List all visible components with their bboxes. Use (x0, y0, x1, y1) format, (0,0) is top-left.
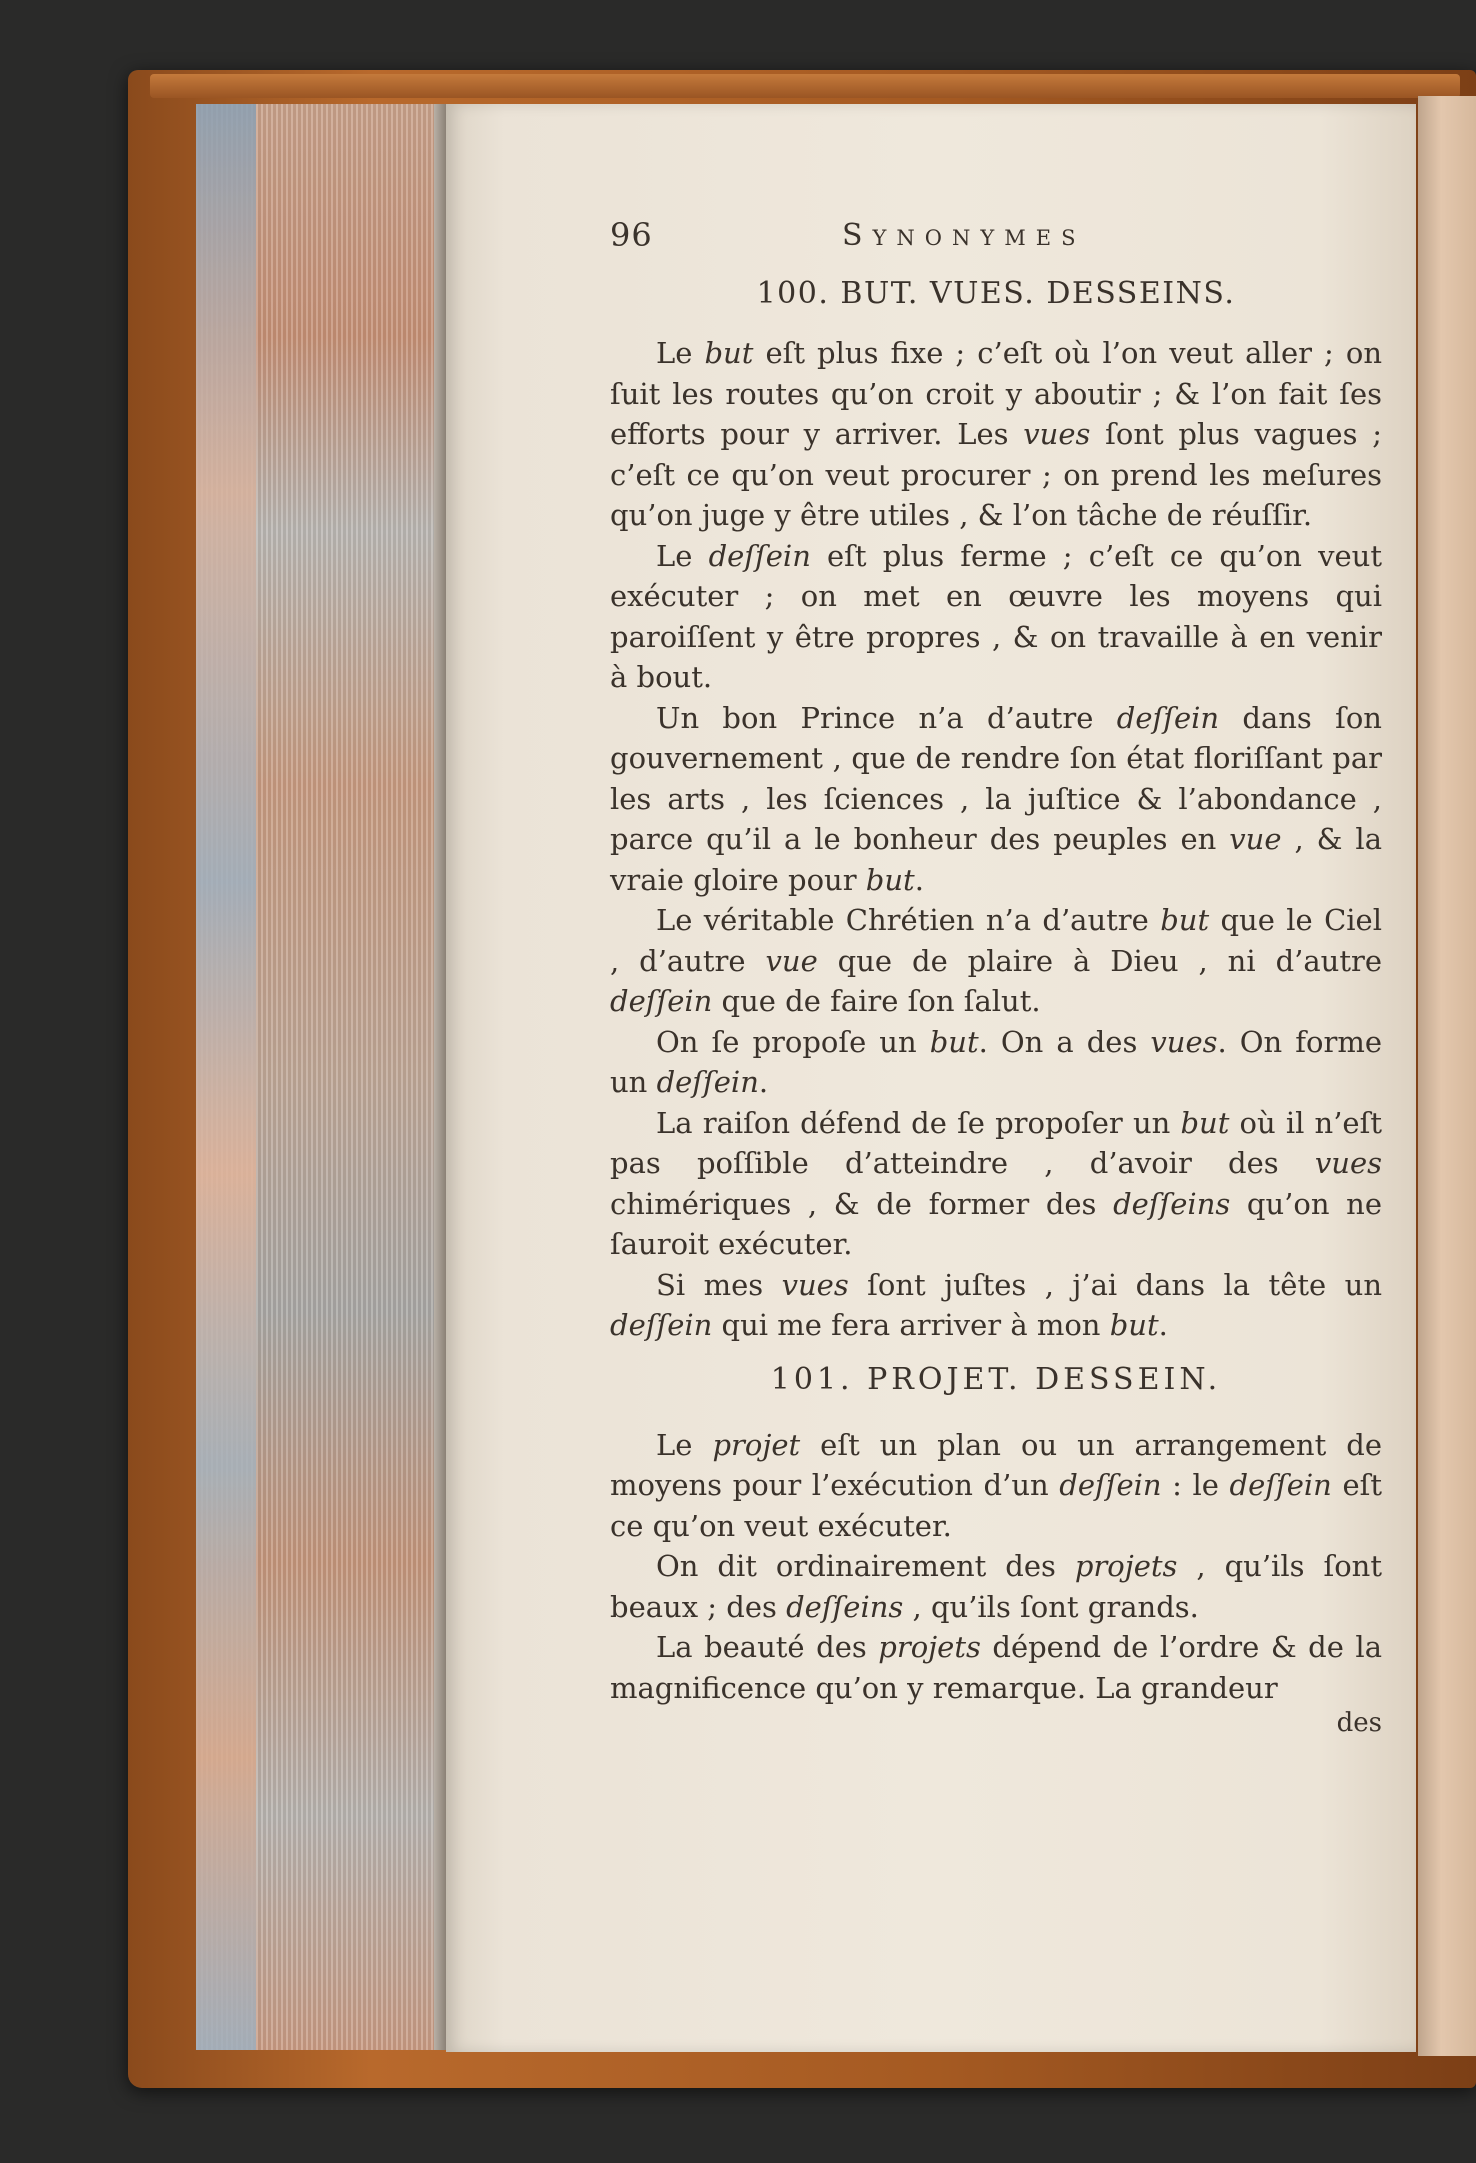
page-header (610, 216, 1382, 264)
italic-term: vues (1314, 1146, 1382, 1180)
text-run: Le (656, 1427, 713, 1462)
text-run: . (1158, 1308, 1168, 1342)
text-run: qui me fera arriver à mon (712, 1308, 1110, 1342)
text-run: eſt un plan ou un arrangement de moyens pour l’exécution d’un (610, 1427, 1382, 1502)
italic-term: deſſein (1116, 700, 1220, 735)
text-run: Si mes (656, 1267, 782, 1302)
text-run: qu’on ne ſauroit exécuter. (610, 1186, 1382, 1261)
italic-term: but (1160, 903, 1210, 937)
text-run: eſt plus fixe ; c’eſt où l’on veut aller ; on ſuit les routes qu’on croit y aboutir ; & l’on fait ſes efforts pour y arriver. Les (610, 336, 1383, 451)
italic-term: deſſein (708, 538, 811, 573)
text-run: que le Ciel , d’autre (610, 903, 1382, 978)
text-run: Le (656, 336, 705, 370)
italic-term: projets (878, 1630, 981, 1664)
italic-term: projets (1074, 1549, 1178, 1583)
paragraph (610, 1265, 1382, 1346)
text-run: , & la vraie gloire pour (610, 822, 1382, 897)
text-run: On dit ordinairement des (656, 1549, 1075, 1583)
paragraph (610, 333, 1382, 536)
paragraph (610, 698, 1382, 901)
text-run: chimériques , & de former des (610, 1186, 1114, 1221)
entry-101-body (610, 1425, 1382, 1709)
italic-term: deſſeins (1113, 1186, 1231, 1221)
paragraph (610, 900, 1382, 1022)
cover-top-edge (150, 74, 1460, 98)
text-run: que de faire ſon ſalut. (712, 984, 1041, 1018)
text-run: ſont juſtes , j’ai dans la tête un (848, 1267, 1382, 1302)
text-run: que de plaire à Dieu , ni d’autre (817, 943, 1382, 978)
text-run: . On a des (978, 1024, 1151, 1059)
running-head: Synonymes (842, 218, 1086, 253)
italic-term: but (1109, 1308, 1159, 1342)
text-run: . On forme un (610, 1024, 1383, 1099)
text-run: : le (1161, 1468, 1230, 1502)
text-run: Le véritable Chrétien n’a d’autre (656, 903, 1161, 937)
text-run: Un bon Prince n’a d’autre (656, 700, 1117, 735)
text-run: où il n’eſt pas poſſible d’atteindre , d’avoir des (610, 1105, 1382, 1180)
paragraph (610, 536, 1382, 698)
paragraph (610, 1627, 1382, 1708)
paragraph (610, 1425, 1382, 1547)
italic-term: vues (781, 1267, 849, 1302)
italic-term: but (1180, 1105, 1230, 1140)
text-run: eſt ce qu’on veut exécuter. (610, 1468, 1382, 1543)
italic-term: deſſein (610, 984, 713, 1018)
italic-term: deſſein (656, 1065, 759, 1099)
text-run: eſt plus ferme ; c’eſt ce qu’on veut exécuter ; on met en œuvre les moyens qui paroiſſent y être propres , & on travaille à en venir à bout. (610, 538, 1382, 694)
italic-term: vues (1023, 417, 1091, 451)
italic-term: but (704, 336, 754, 370)
text-run: ſont plus vagues ; c’eſt ce qu’on veut procurer ; on prend les meſures qu’on juge y être utiles , & l’on tâche de réuſſir. (610, 417, 1382, 532)
page-number: 96 (610, 216, 653, 254)
text-run: La beauté des (656, 1630, 879, 1664)
paragraph (610, 1022, 1382, 1103)
entry-title-100: 100. BUT. VUES. DESSEINS. (756, 276, 1236, 311)
italic-term: deſſeins (786, 1589, 904, 1624)
text-block (610, 216, 1382, 1738)
italic-term: vue (765, 943, 818, 978)
italic-term: vue (1229, 822, 1282, 856)
italic-term: deſſein (1229, 1468, 1332, 1502)
facing-page-edge (1418, 96, 1476, 2056)
catchword: des (1336, 1708, 1382, 1738)
paragraph (610, 1103, 1382, 1265)
paragraph (610, 1546, 1382, 1627)
entry-100-body (610, 333, 1382, 1346)
text-run: On ſe propoſe un (656, 1024, 930, 1059)
text-run: La raiſon défend de ſe propoſer un (656, 1105, 1181, 1140)
text-run: , qu’ils ſont beaux ; des (610, 1549, 1382, 1624)
italic-term: deſſein (1059, 1468, 1162, 1502)
italic-term: but (929, 1024, 979, 1059)
text-run: . (758, 1065, 769, 1099)
text-run: Le (656, 538, 709, 573)
page-block-fore-edge (196, 104, 446, 2050)
entry-title-101: 101. PROJET. DESSEIN. (770, 1361, 1222, 1397)
text-run: . (914, 862, 924, 897)
italic-term: projet (712, 1427, 801, 1462)
italic-term: vues (1150, 1024, 1218, 1059)
text-run: dépend de l’ordre & de la magnificence qu’on y remarque. La grandeur (610, 1630, 1382, 1705)
text-run: , qu’ils ſont grands. (903, 1589, 1199, 1624)
italic-term: but (865, 862, 915, 897)
printed-page (446, 104, 1416, 2052)
italic-term: deſſein (610, 1308, 713, 1342)
text-run: dans ſon gouvernement , que de rendre ſon état floriſſant par les arts , les ſciences , la juſtice & l’abondance , parce qu’il a le bonheur des peuples en (610, 700, 1382, 856)
